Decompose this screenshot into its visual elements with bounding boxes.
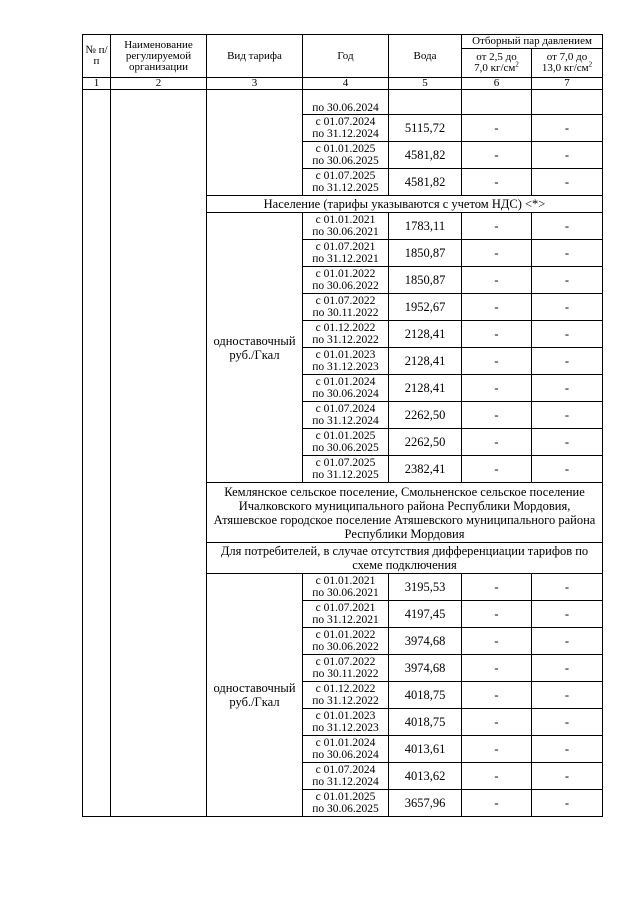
steam-low-value: - xyxy=(462,628,532,655)
steam-low-value: - xyxy=(462,115,532,142)
water-value: 3974,68 xyxy=(389,628,462,655)
period-start: с 01.01.2025 xyxy=(315,143,376,155)
steam-low-value: - xyxy=(462,456,532,483)
period-end: по 30.11.2022 xyxy=(312,668,379,680)
steam-low-value: - xyxy=(462,763,532,790)
steam-high-value: - xyxy=(532,429,603,456)
period-cell xyxy=(303,169,389,196)
header-num: № п/п xyxy=(83,35,111,78)
steam-high-value xyxy=(532,90,603,115)
water-value: 2262,50 xyxy=(389,402,462,429)
water-value: 1850,87 xyxy=(389,267,462,294)
column-number: 4 xyxy=(303,78,389,90)
steam-low-value: - xyxy=(462,429,532,456)
period-cell xyxy=(303,790,389,817)
period-start: с 01.01.2025 xyxy=(315,430,376,442)
period-cell xyxy=(303,736,389,763)
water-value: 4018,75 xyxy=(389,682,462,709)
period-cell xyxy=(303,709,389,736)
header-steam-high-sup: 2 xyxy=(588,60,593,69)
period-end: по 30.06.2024 xyxy=(312,388,379,400)
period-end: по 30.06.2021 xyxy=(312,226,379,238)
period-start: с 01.07.2022 xyxy=(315,295,376,307)
water-value: 2382,41 xyxy=(389,456,462,483)
period-cell xyxy=(303,429,389,456)
period-end: по 31.12.2022 xyxy=(312,334,379,346)
column-number: 7 xyxy=(532,78,603,90)
organization-cell xyxy=(111,90,207,817)
water-value: 1850,87 xyxy=(389,240,462,267)
period-start: с 01.07.2025 xyxy=(315,170,376,182)
steam-high-value: - xyxy=(532,763,603,790)
period-cell xyxy=(303,763,389,790)
period-start: с 01.01.2023 xyxy=(315,710,376,722)
row-number-cell xyxy=(83,90,111,817)
steam-high-value: - xyxy=(532,601,603,628)
period-start: с 01.01.2021 xyxy=(315,214,376,226)
header-steam-high xyxy=(532,49,603,78)
period-cell xyxy=(303,402,389,429)
tariff-table xyxy=(82,34,603,817)
period-end: по 31.12.2021 xyxy=(312,253,379,265)
period-cell xyxy=(303,115,389,142)
steam-low-value xyxy=(462,90,532,115)
column-number: 2 xyxy=(111,78,207,90)
steam-high-value: - xyxy=(532,375,603,402)
water-value: 2128,41 xyxy=(389,321,462,348)
tariff-table-body xyxy=(83,35,603,817)
period-end: по 30.11.2022 xyxy=(312,307,379,319)
tariff-type-name: одноставочный xyxy=(213,333,296,348)
header-steam-low xyxy=(462,49,532,78)
section-settlements: Кемлянское сельское поселение, Смольненское сельское поселение Ичалковского муниципального района Республики Мордовия, Атяшевское городское поселение Атяшевского муниципального района Республики Мордовия xyxy=(207,483,603,543)
steam-low-value: - xyxy=(462,213,532,240)
steam-high-value: - xyxy=(532,267,603,294)
period-start: с 01.07.2024 xyxy=(315,116,376,128)
tariff-type-name: одноставочный xyxy=(213,681,296,695)
steam-high-value: - xyxy=(532,574,603,601)
water-value xyxy=(389,90,462,115)
period-cell xyxy=(303,574,389,601)
section-population: Население (тарифы указываются с учетом НДС) <*> xyxy=(207,196,603,213)
water-value: 5115,72 xyxy=(389,115,462,142)
steam-high-value: - xyxy=(532,213,603,240)
period-end: по 31.12.2025 xyxy=(312,469,379,481)
period-start: с 01.01.2023 xyxy=(315,349,376,361)
period-cell xyxy=(303,240,389,267)
steam-low-value: - xyxy=(462,321,532,348)
tariff-unit: руб./Гкал xyxy=(229,347,280,362)
period-cell xyxy=(303,601,389,628)
period-end: по 30.06.2025 xyxy=(312,803,379,815)
steam-low-value: - xyxy=(462,601,532,628)
period-start: с 01.01.2022 xyxy=(315,268,376,280)
column-numbers-row xyxy=(83,78,603,90)
water-value: 4018,75 xyxy=(389,709,462,736)
header-org: Наименование регулируемой организации xyxy=(111,35,207,78)
period-start: с 01.12.2022 xyxy=(315,322,376,334)
steam-low-value: - xyxy=(462,348,532,375)
water-value: 4197,45 xyxy=(389,601,462,628)
period-start: с 01.07.2024 xyxy=(315,403,376,415)
tariff-type-cell xyxy=(207,90,303,196)
period-cell xyxy=(303,90,389,115)
header-steam-low-sup: 2 xyxy=(515,60,519,69)
steam-low-value: - xyxy=(462,682,532,709)
period-end: по 30.06.2025 xyxy=(312,442,379,454)
steam-high-value: - xyxy=(532,456,603,483)
steam-low-value: - xyxy=(462,709,532,736)
period-start: с 01.01.2025 xyxy=(315,791,376,803)
steam-high-value: - xyxy=(532,169,603,196)
water-value: 2128,41 xyxy=(389,375,462,402)
steam-high-value: - xyxy=(532,682,603,709)
steam-low-value: - xyxy=(462,375,532,402)
steam-low-value: - xyxy=(462,736,532,763)
period-start: с 01.07.2021 xyxy=(315,241,376,253)
period-end: по 31.12.2023 xyxy=(312,361,379,373)
period-cell xyxy=(303,142,389,169)
steam-high-value: - xyxy=(532,240,603,267)
column-number: 1 xyxy=(83,78,111,90)
period-end: по 31.12.2025 xyxy=(312,182,379,194)
steam-high-value: - xyxy=(532,628,603,655)
tariff-type-cell xyxy=(207,574,303,817)
water-value: 3974,68 xyxy=(389,655,462,682)
header-steam-group: Отборный пар давлением xyxy=(462,35,603,49)
steam-high-value: - xyxy=(532,142,603,169)
period-start: с 01.01.2024 xyxy=(315,376,376,388)
steam-high-value: - xyxy=(532,294,603,321)
tariff-type-cell xyxy=(207,213,303,483)
steam-low-value: - xyxy=(462,294,532,321)
steam-high-value: - xyxy=(532,402,603,429)
steam-low-value: - xyxy=(462,267,532,294)
steam-high-value: - xyxy=(532,736,603,763)
period-start: с 01.01.2024 xyxy=(315,737,376,749)
header-steam-low-line2: 7,0 кг/см xyxy=(474,62,516,74)
period-start: с 01.01.2022 xyxy=(315,629,376,641)
steam-high-value: - xyxy=(532,790,603,817)
period-cell xyxy=(303,682,389,709)
period-cell xyxy=(303,294,389,321)
period-start: с 01.07.2022 xyxy=(315,656,376,668)
period-end: по 31.12.2022 xyxy=(312,695,379,707)
section-consumers: Для потребителей, в случае отсутствия дифференциации тарифов по схеме подключения xyxy=(207,543,603,574)
period-end: по 31.12.2024 xyxy=(312,128,379,140)
header-steam-high-line2: 13,0 кг/см xyxy=(541,62,589,74)
header-year: Год xyxy=(303,35,389,78)
period-cell xyxy=(303,655,389,682)
water-value: 3657,96 xyxy=(389,790,462,817)
water-value: 4581,82 xyxy=(389,169,462,196)
water-value: 2262,50 xyxy=(389,429,462,456)
period-cell xyxy=(303,267,389,294)
steam-low-value: - xyxy=(462,402,532,429)
period-start: с 01.07.2021 xyxy=(315,602,376,614)
period-cell xyxy=(303,348,389,375)
period-start: с 01.12.2022 xyxy=(315,683,376,695)
period-end: по 31.12.2021 xyxy=(312,614,379,626)
steam-high-value: - xyxy=(532,709,603,736)
tariff-row xyxy=(83,90,603,115)
steam-low-value: - xyxy=(462,655,532,682)
period-cell xyxy=(303,628,389,655)
steam-high-value: - xyxy=(532,321,603,348)
period-end: по 30.06.2024 xyxy=(312,102,379,114)
steam-high-value: - xyxy=(532,655,603,682)
period-cell xyxy=(303,321,389,348)
period-cell xyxy=(303,456,389,483)
column-number: 6 xyxy=(462,78,532,90)
tariff-unit: руб./Гкал xyxy=(229,695,280,709)
steam-low-value: - xyxy=(462,574,532,601)
steam-low-value: - xyxy=(462,142,532,169)
header-row-1 xyxy=(83,35,603,49)
period-start: с 01.07.2024 xyxy=(315,764,376,776)
water-value: 4013,62 xyxy=(389,763,462,790)
period-end: по 30.06.2024 xyxy=(312,749,379,761)
period-start: с 01.01.2021 xyxy=(315,575,376,587)
period-end: по 31.12.2024 xyxy=(312,776,379,788)
period-end: по 30.06.2022 xyxy=(312,641,379,653)
period-cell xyxy=(303,375,389,402)
period-end: по 30.06.2021 xyxy=(312,587,379,599)
period-end: по 31.12.2023 xyxy=(312,722,379,734)
header-water: Вода xyxy=(389,35,462,78)
water-value: 2128,41 xyxy=(389,348,462,375)
water-value: 4581,82 xyxy=(389,142,462,169)
water-value: 4013,61 xyxy=(389,736,462,763)
period-start: с 01.07.2025 xyxy=(315,457,376,469)
water-value: 1783,11 xyxy=(389,213,462,240)
period-end: по 30.06.2022 xyxy=(312,280,379,292)
period-end: по 31.12.2024 xyxy=(312,415,379,427)
column-number: 5 xyxy=(389,78,462,90)
period-cell xyxy=(303,213,389,240)
water-value: 1952,67 xyxy=(389,294,462,321)
steam-high-value: - xyxy=(532,348,603,375)
steam-high-value: - xyxy=(532,115,603,142)
header-tariff-type: Вид тарифа xyxy=(207,35,303,78)
steam-low-value: - xyxy=(462,790,532,817)
water-value: 3195,53 xyxy=(389,574,462,601)
header-steam-high-line1: от 7,0 до xyxy=(546,51,588,63)
period-end: по 30.06.2025 xyxy=(312,155,379,167)
steam-low-value: - xyxy=(462,169,532,196)
header-steam-low-line1: от 2,5 до xyxy=(476,51,517,63)
steam-low-value: - xyxy=(462,240,532,267)
column-number: 3 xyxy=(207,78,303,90)
